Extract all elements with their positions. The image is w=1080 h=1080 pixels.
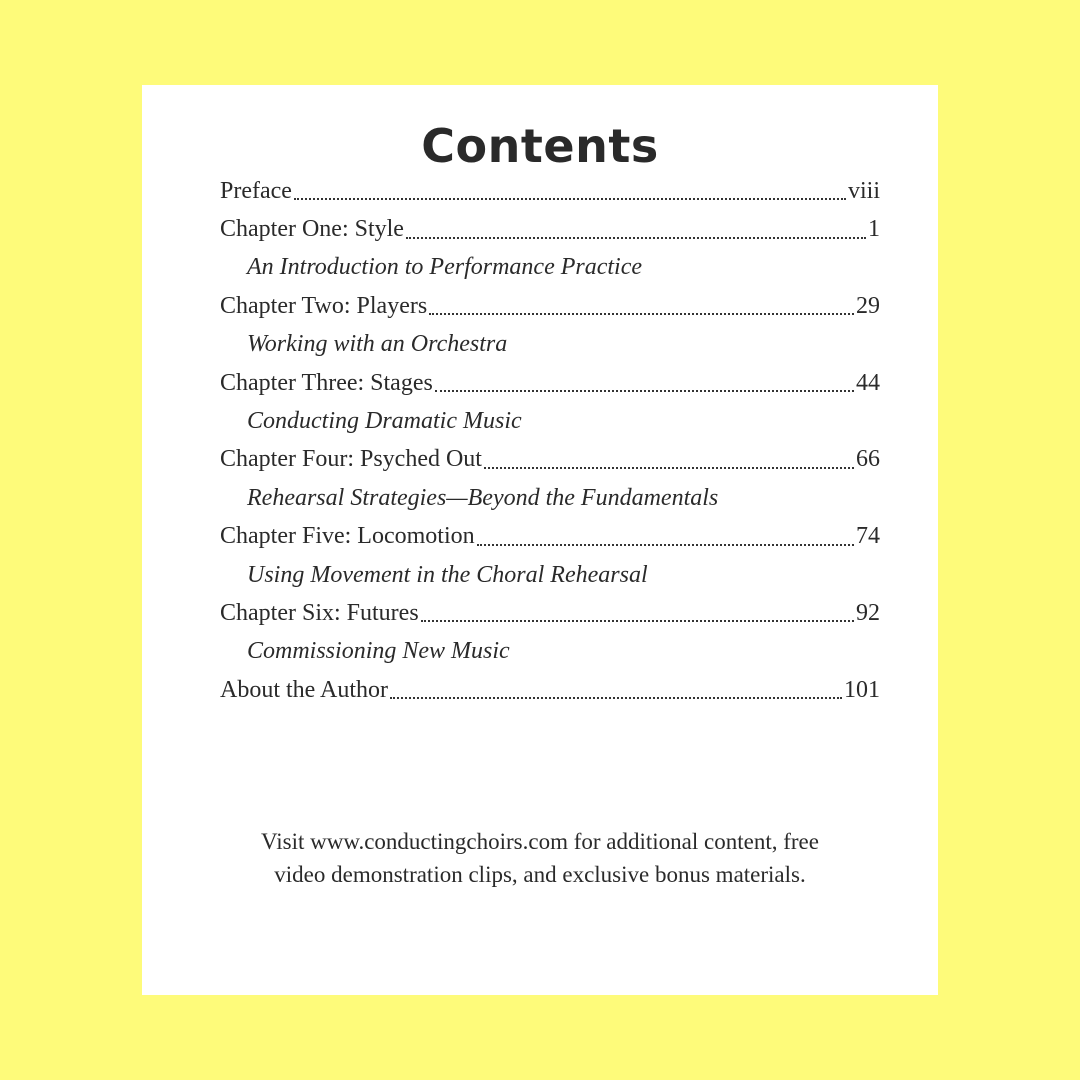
toc-subtitle-chapter-four: Rehearsal Strategies—Beyond the Fundamentals bbox=[247, 484, 719, 511]
toc-entry-about-the-author[interactable] bbox=[220, 671, 880, 709]
toc-entry-label: Chapter Two: Players bbox=[220, 292, 428, 319]
footer-note bbox=[142, 825, 938, 891]
toc-entry-label: Chapter One: Style bbox=[220, 216, 404, 243]
dot-leader bbox=[421, 598, 854, 628]
toc-subtitle-chapter-six: Commissioning New Music bbox=[247, 638, 510, 665]
toc-entry-label: Chapter Four: Psyched Out bbox=[220, 446, 482, 473]
toc-entry-label: Preface bbox=[220, 177, 292, 204]
toc-entry-chapter-two[interactable] bbox=[220, 287, 880, 325]
dot-leader bbox=[406, 215, 866, 245]
dot-leader bbox=[429, 291, 854, 321]
toc-entry-chapter-six[interactable] bbox=[220, 594, 880, 632]
toc-entry-chapter-four[interactable] bbox=[220, 441, 880, 479]
footer-line-1: Visit www.conductingchoirs.com for additional content, free bbox=[261, 829, 819, 854]
toc-page-number: viii bbox=[847, 177, 880, 204]
toc-entry-label: Chapter Six: Futures bbox=[220, 599, 419, 626]
toc-entry-chapter-one[interactable] bbox=[220, 210, 880, 248]
toc-page-number: 29 bbox=[856, 292, 880, 319]
dot-leader bbox=[294, 176, 846, 206]
toc-entry-preface[interactable] bbox=[220, 172, 880, 210]
page-title: Contents bbox=[421, 119, 659, 173]
toc-page-number: 101 bbox=[844, 676, 880, 703]
toc-subtitle-chapter-two: Working with an Orchestra bbox=[247, 331, 508, 358]
toc-page-number: 74 bbox=[856, 523, 880, 550]
toc-entry-label: Chapter Five: Locomotion bbox=[220, 523, 475, 550]
toc-subtitle-chapter-one: An Introduction to Performance Practice bbox=[247, 254, 643, 281]
footer-line-2: video demonstration clips, and exclusive bonus materials. bbox=[274, 862, 806, 887]
toc-subtitle-chapter-five: Using Movement in the Choral Rehearsal bbox=[247, 561, 648, 588]
dot-leader bbox=[435, 368, 854, 398]
toc-page-number: 66 bbox=[856, 446, 880, 473]
toc-entry-label: About the Author bbox=[220, 676, 388, 703]
dot-leader bbox=[390, 675, 842, 705]
toc-subtitle-chapter-three: Conducting Dramatic Music bbox=[247, 408, 522, 435]
toc-page-number: 92 bbox=[856, 599, 880, 626]
toc-entry-label: Chapter Three: Stages bbox=[220, 369, 433, 396]
toc-entry-chapter-three[interactable] bbox=[220, 364, 880, 402]
dot-leader bbox=[477, 522, 854, 552]
dot-leader bbox=[484, 445, 854, 475]
table-of-contents bbox=[220, 172, 880, 709]
toc-entry-chapter-five[interactable] bbox=[220, 518, 880, 556]
toc-page-number: 44 bbox=[856, 369, 880, 396]
toc-page-number: 1 bbox=[868, 216, 880, 243]
